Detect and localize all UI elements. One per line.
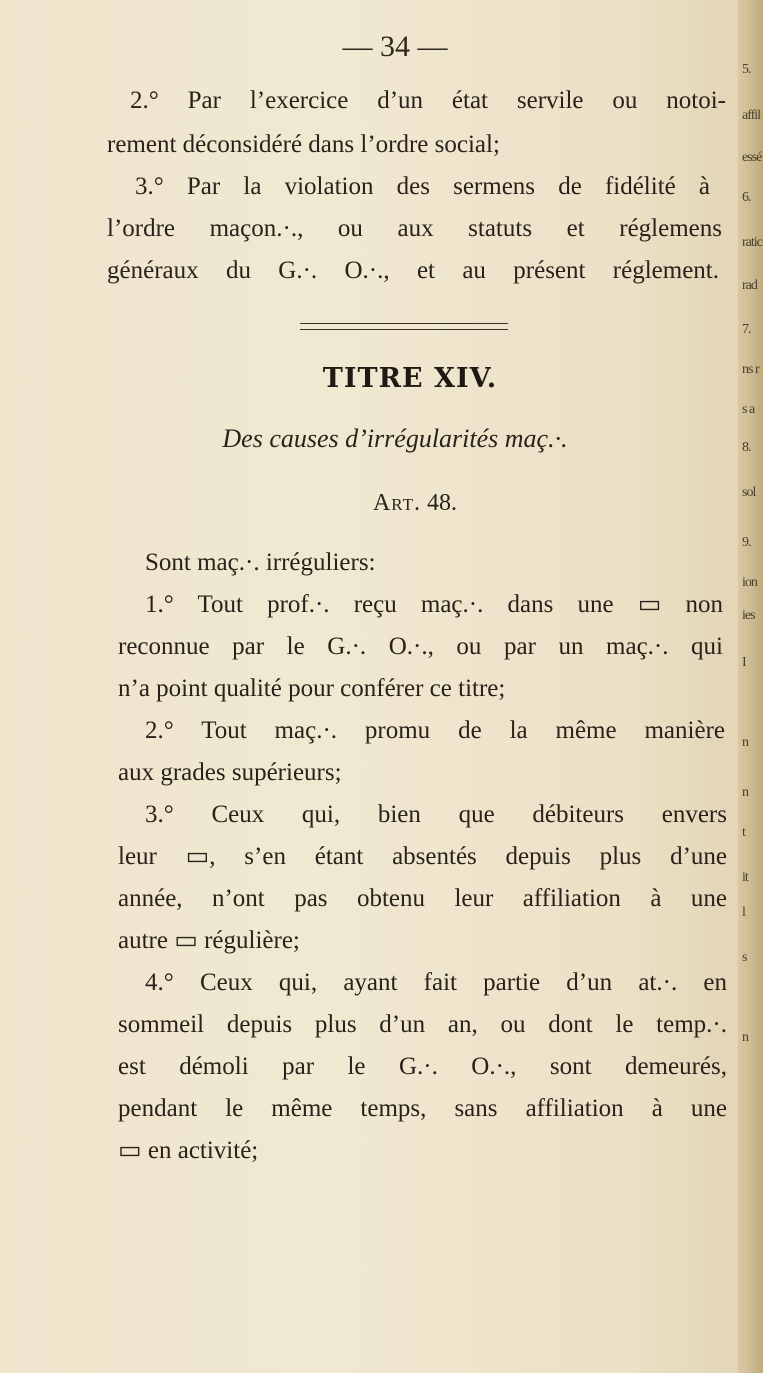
gutter-fragment: essé [742,150,762,165]
text-line: pendant le même temps, sans affiliation à une [118,1095,727,1122]
text-line: n’a point qualité pour conférer ce titre; [118,675,506,702]
text-line: 2.° Tout maç.·. promu de la même manière [145,717,725,744]
gutter-fragment: 9. [742,535,751,550]
text-line: l’ordre maçon.·., ou aux statuts et réglemens [107,215,722,242]
gutter-fragment: ion [742,575,757,590]
text-line: est démoli par le G.·. O.·., sont demeurés, [118,1053,727,1080]
text-line: généraux du G.·. O.·., et au présent réglement. [107,257,719,284]
text-line: 4.° Ceux qui, ayant fait partie d’un at.·. en [145,969,727,996]
section-title: TITRE XIV. [322,363,498,394]
section-subtitle: Des causes d’irrégularités maç.·. [222,424,568,453]
gutter-fragment: 6. [742,190,751,205]
page-number: — 34 — [342,30,448,63]
article-prefix: Art. [372,490,422,516]
text-line: ▭ en activité; [118,1137,259,1164]
gutter-fragment: affil [742,108,761,123]
gutter-fragment: s a [742,402,755,417]
article-number: 48. [427,490,458,516]
text-line: 1.° Tout prof.·. reçu maç.·. dans une ▭ non [145,591,723,618]
gutter-fragment: ratic [742,235,762,250]
gutter-fragment: t [742,825,745,840]
text-line: aux grades supérieurs; [118,759,342,786]
gutter-fragment: 5. [742,62,751,77]
gutter-fragment: sol [742,485,756,500]
gutter-fragment: it [742,870,748,885]
gutter-fragment: rad [742,278,757,293]
gutter-fragment: 7. [742,322,751,337]
text-line: rement déconsidéré dans l’ordre social; [107,131,500,158]
gutter-fragment: n [742,785,748,800]
text-line: 3.° Par la violation des sermens de fidélité à [135,173,710,200]
article-heading [300,490,530,517]
facing-page-edge [738,0,763,1373]
text-line: Sont maç.·. irréguliers: [145,549,376,576]
gutter-fragment: l [742,905,745,920]
gutter-fragment: ns r [742,362,759,377]
gutter-fragment: s [742,950,747,965]
text-line: sommeil depuis plus d’un an, ou dont le temp.·. [118,1011,727,1038]
gutter-fragment: n [742,1030,748,1045]
text-line: leur ▭, s’en étant absentés depuis plus d’une [118,843,727,870]
gutter-fragment: ies [742,608,755,623]
gutter-fragment: n [742,735,748,750]
text-line: 2.° Par l’exercice d’un état servile ou notoi- [130,87,726,114]
separator-rule [300,329,508,330]
text-line: autre ▭ régulière; [118,927,300,954]
gutter-fragment: I [742,655,746,670]
text-line: année, n’ont pas obtenu leur affiliation à une [118,885,727,912]
text-line: 3.° Ceux qui, bien que débiteurs envers [145,801,727,828]
separator-rule [300,323,508,324]
text-line: reconnue par le G.·. O.·., ou par un maç.·. qui [118,633,723,660]
gutter-fragment: 8. [742,440,751,455]
